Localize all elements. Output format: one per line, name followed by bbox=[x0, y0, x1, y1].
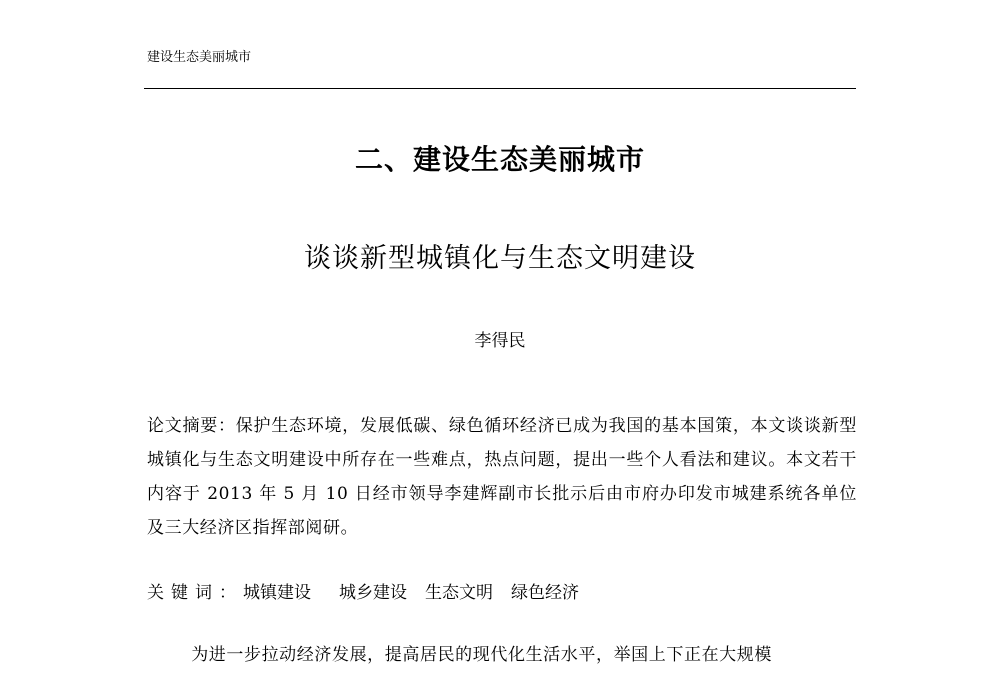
abstract-label: 论文摘要： bbox=[147, 416, 236, 436]
section-title: 二、建设生态美丽城市 bbox=[354, 143, 645, 176]
header-rule bbox=[144, 88, 856, 89]
keyword-item: 城乡建设 bbox=[339, 583, 407, 603]
keywords-label: 关键词： bbox=[147, 583, 243, 603]
author-name: 李得民 bbox=[474, 331, 526, 351]
keyword-item: 绿色经济 bbox=[511, 583, 579, 603]
keyword-item: 生态文明 bbox=[425, 583, 493, 603]
article-title: 谈谈新型城镇化与生态文明建设 bbox=[304, 243, 696, 274]
keyword-item: 城镇建设 bbox=[243, 583, 311, 603]
running-header: 建设生态美丽城市 bbox=[147, 50, 252, 65]
keywords bbox=[147, 579, 857, 607]
abstract bbox=[147, 409, 857, 545]
abstract-text: 保护生态环境，发展低碳、绿色循环经济已成为我国的基本国策，本文谈谈新型城镇化与生态文明建设中所存在一些难点，热点问题，提出一些个人看法和建议。本文若干内容于 2013 年 5 月 10 日经市领导李建辉副市长批示后由市府办印发市城建系统各单位及三大经济区指挥部阅研。 bbox=[147, 416, 858, 538]
body-paragraph: 为进一步拉动经济发展，提高居民的现代化生活水平，举国上下正在大规模 bbox=[191, 645, 772, 665]
